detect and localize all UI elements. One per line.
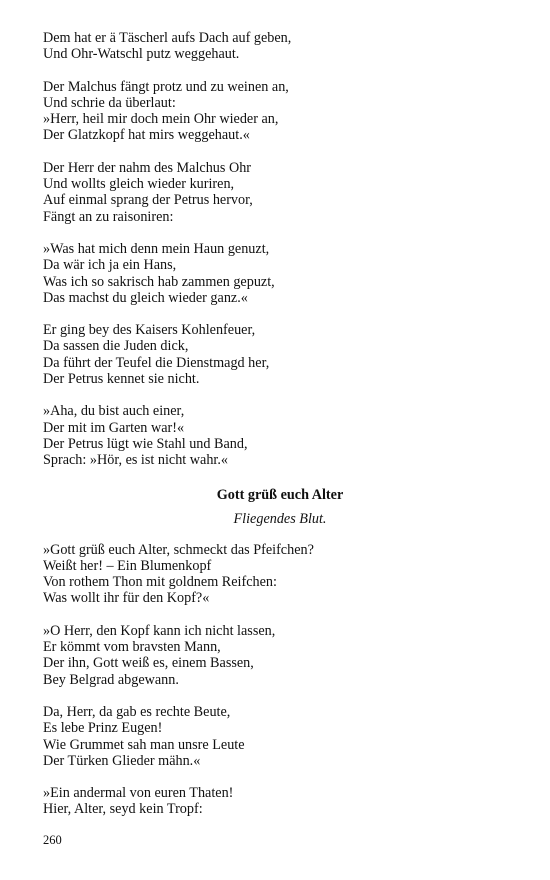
verse-line: »Herr, heil mir doch mein Ohr wieder an, xyxy=(43,111,279,128)
verse-line: Da führt der Teufel die Dienstmagd her, xyxy=(43,354,270,371)
stanza xyxy=(43,785,513,818)
verse-line: »Was hat mich denn mein Haun genuzt, xyxy=(43,240,270,257)
verse-line: Der Glatzkopf hat mirs weggehaut.« xyxy=(43,127,250,144)
page-body xyxy=(43,30,513,834)
verse-line: Wie Grummet sah man unsre Leute xyxy=(43,736,245,753)
poem-body xyxy=(43,542,513,818)
verse-line: Was wollt ihr für den Kopf?« xyxy=(43,590,210,607)
verse-line: Es lebe Prinz Eugen! xyxy=(43,720,163,737)
verse-line: Hier, Alter, seyd kein Tropf: xyxy=(43,801,203,818)
stanza xyxy=(43,160,513,225)
verse-line: Er kömmt vom bravsten Mann, xyxy=(43,639,221,656)
verse-line: »O Herr, den Kopf kann ich nicht lassen, xyxy=(43,622,276,639)
page-number: 260 xyxy=(43,833,62,847)
verse-line: Der Malchus fängt protz und zu weinen an, xyxy=(43,78,289,95)
verse-line: Er ging bey des Kaisers Kohlenfeuer, xyxy=(43,322,256,339)
stanza xyxy=(43,542,513,607)
poem-continued xyxy=(43,30,513,469)
verse-line: Weißt her! – Ein Blumenkopf xyxy=(43,557,212,574)
verse-line: Und Ohr-Watschl putz weggehaut. xyxy=(43,46,240,63)
verse-line: Der Petrus kennet sie nicht. xyxy=(43,371,200,388)
stanza xyxy=(43,704,513,769)
poem-title: Gott grüß euch Alter xyxy=(216,486,344,503)
verse-line: Da sassen die Juden dick, xyxy=(43,338,189,355)
verse-line: Und wollts gleich wieder kuriren, xyxy=(43,176,235,193)
verse-line: Da, Herr, da gab es rechte Beute, xyxy=(43,703,231,720)
verse-line: Und schrie da überlaut: xyxy=(43,94,176,111)
verse-line: Auf einmal sprang der Petrus hervor, xyxy=(43,192,253,209)
verse-line: Was ich so sakrisch hab zammen gepuzt, xyxy=(43,273,275,290)
stanza xyxy=(43,403,513,468)
verse-line: Das machst du gleich wieder ganz.« xyxy=(43,289,248,306)
stanza xyxy=(43,79,513,144)
verse-line: Der ihn, Gott weiß es, einem Bassen, xyxy=(43,655,254,672)
verse-line: Von rothem Thon mit goldnem Reifchen: xyxy=(43,574,277,591)
poem-subtitle: Fliegendes Blut. xyxy=(233,510,327,527)
verse-line: Der mit im Garten war!« xyxy=(43,419,185,436)
verse-line: »Aha, du bist auch einer, xyxy=(43,403,185,420)
verse-line: Da wär ich ja ein Hans, xyxy=(43,257,177,274)
stanza xyxy=(43,30,513,63)
verse-line: Bey Belgrad abgewann. xyxy=(43,671,179,688)
verse-line: »Ein andermal von euren Thaten! xyxy=(43,785,234,802)
verse-line: »Gott grüß euch Alter, schmeckt das Pfeifchen? xyxy=(43,541,314,558)
verse-line: Der Petrus lügt wie Stahl und Band, xyxy=(43,435,248,452)
stanza xyxy=(43,322,513,387)
verse-line: Der Herr der nahm des Malchus Ohr xyxy=(43,159,252,176)
verse-line: Der Türken Glieder mähn.« xyxy=(43,752,201,769)
verse-line: Fängt an zu raisoniren: xyxy=(43,208,174,225)
stanza xyxy=(43,623,513,688)
stanza xyxy=(43,241,513,306)
verse-line: Dem hat er ä Täscherl aufs Dach auf geben, xyxy=(43,30,292,46)
verse-line: Sprach: »Hör, es ist nicht wahr.« xyxy=(43,452,229,469)
